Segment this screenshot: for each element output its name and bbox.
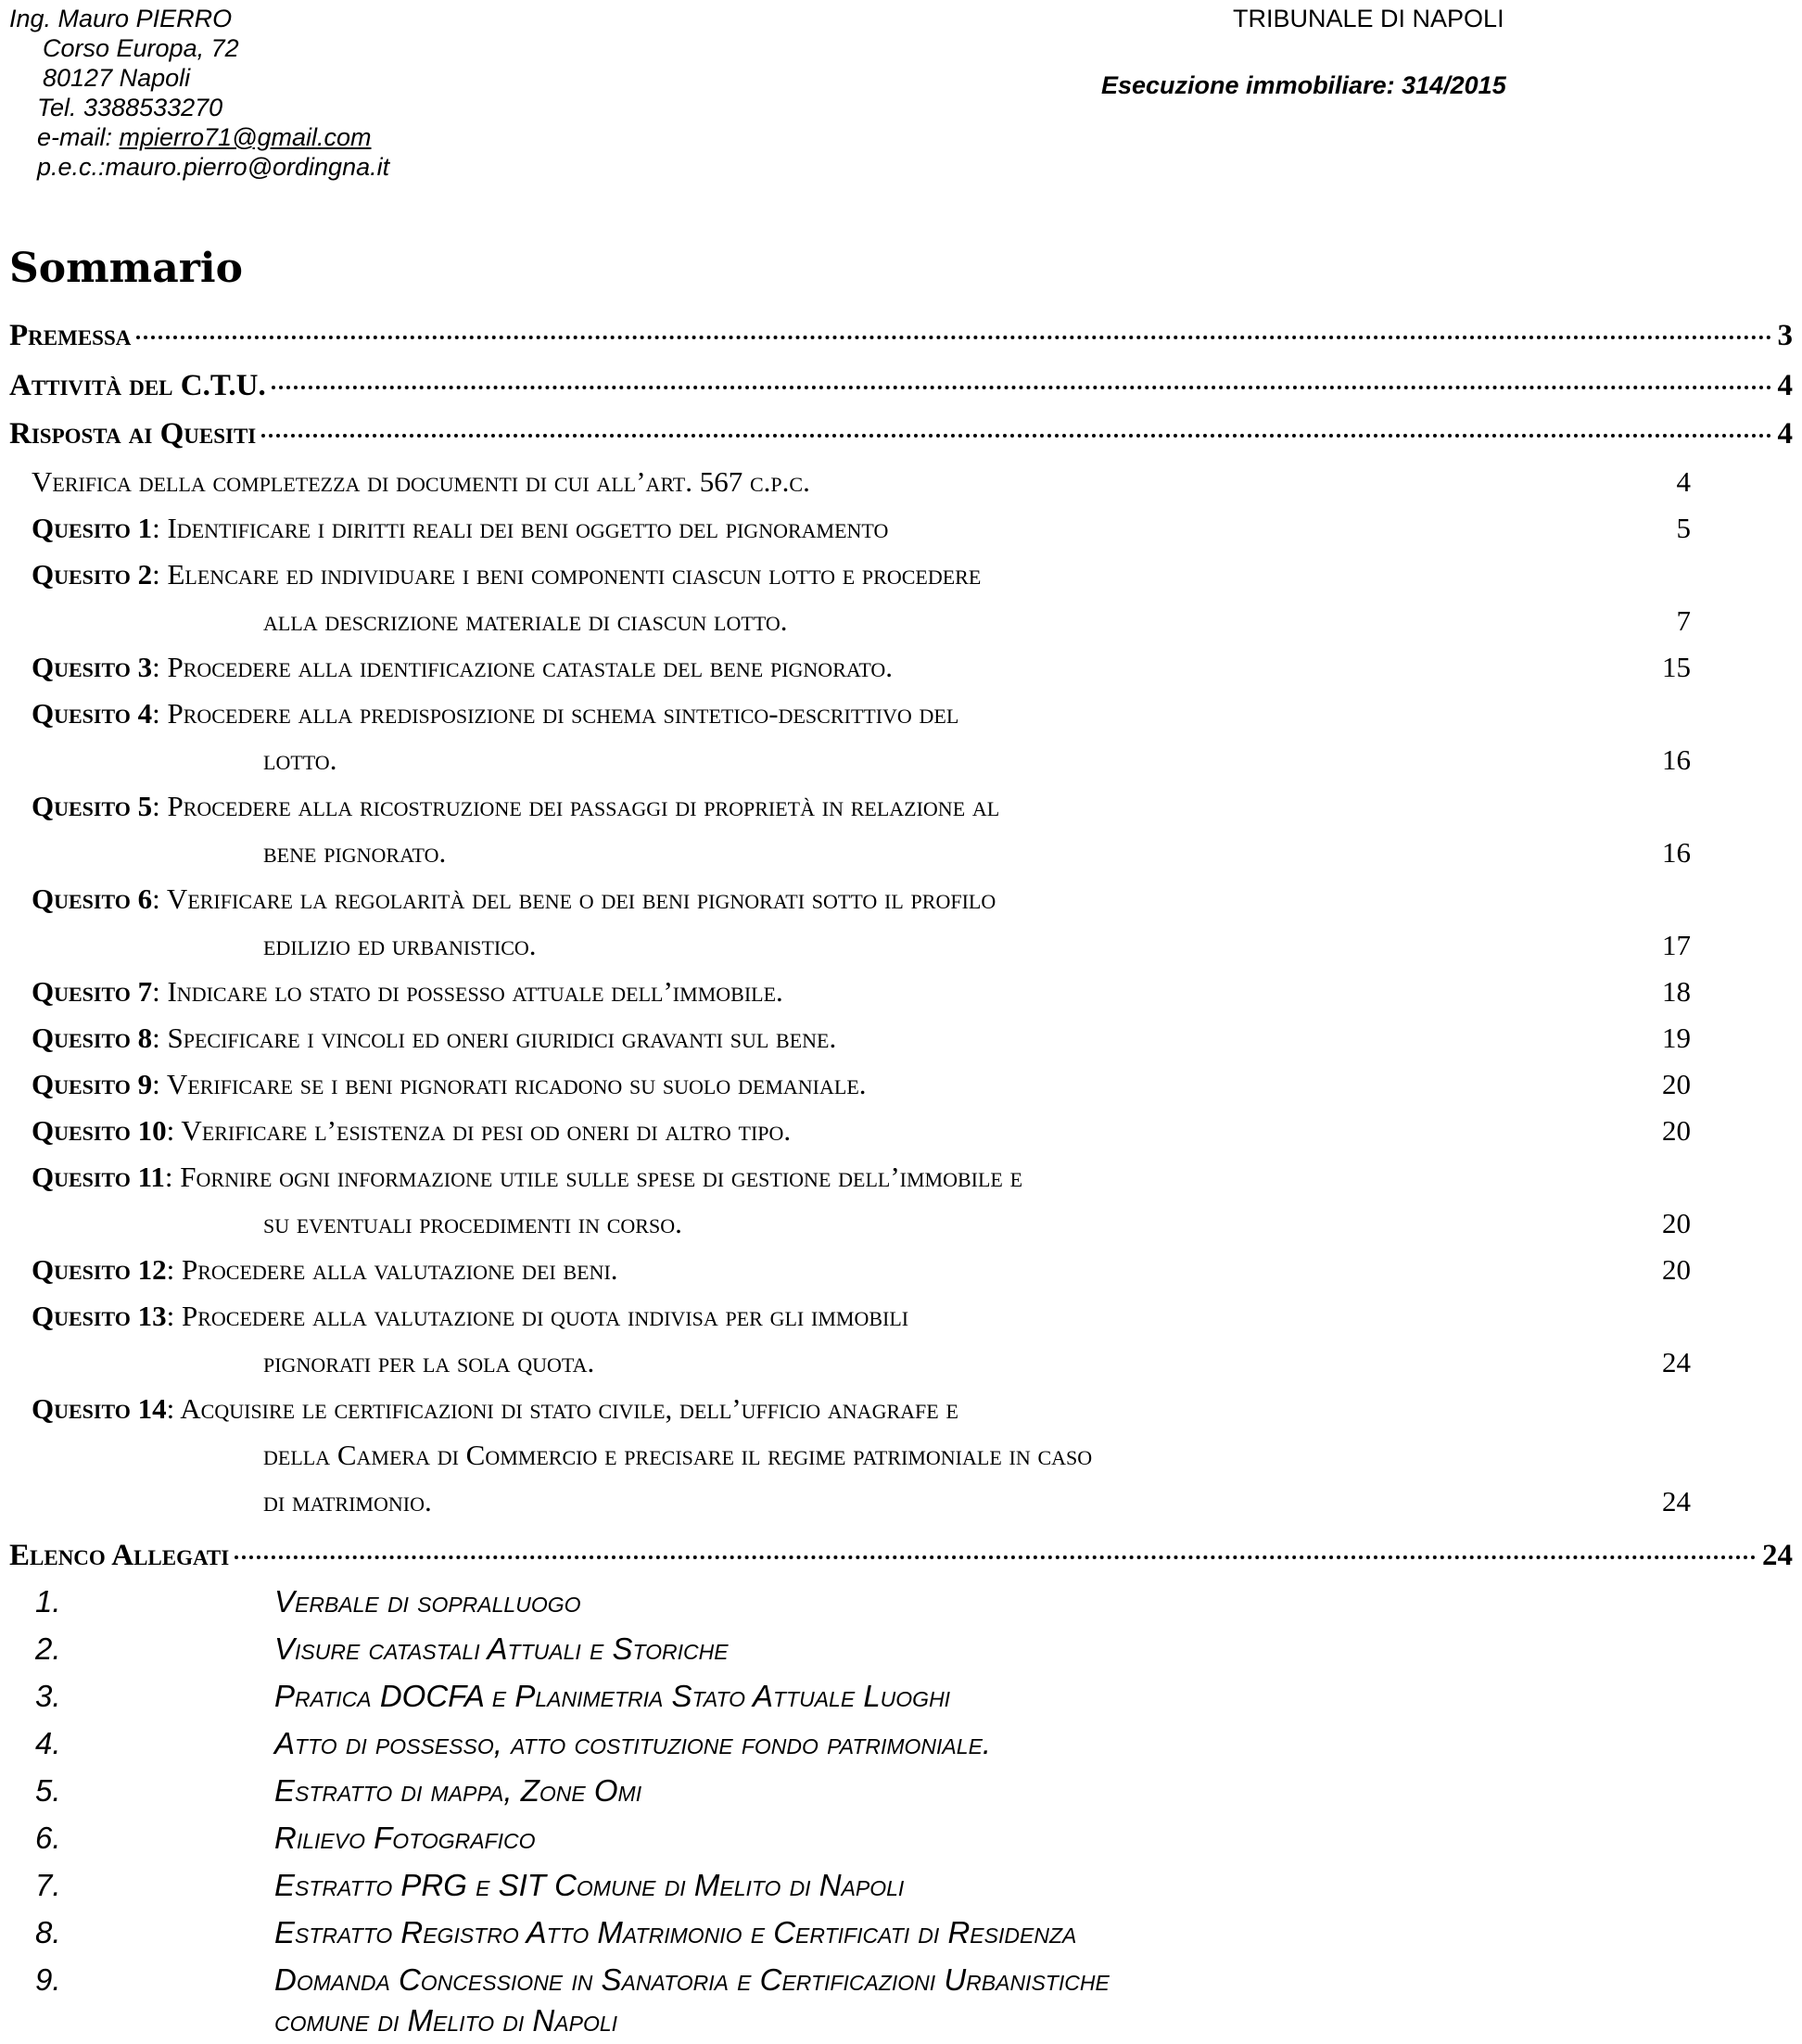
quesito-prefix: Quesito 12: [32, 1253, 167, 1286]
toc-page: 20: [1662, 1114, 1691, 1147]
toc-page: 4: [1777, 369, 1793, 402]
toc-subentries: [32, 459, 1691, 1525]
toc-entry-allegati[interactable]: [9, 1537, 1793, 1574]
attachment-number: 8.: [35, 1915, 61, 1949]
toc-entry-quesito-5[interactable]: [32, 783, 1691, 830]
attachment-number: 7.: [35, 1868, 61, 1902]
quesito-text: : Elencare ed individuare i beni componenti ciascun lotto e procedere: [152, 558, 982, 590]
quesito-text: : Verificare l’esistenza di pesi od oneri di altro tipo.: [166, 1114, 792, 1147]
quesito-text: : Procedere alla valutazione di quota indivisa per gli immobili: [166, 1300, 909, 1332]
toc-entry-quesito-1[interactable]: [32, 505, 1691, 552]
attachment-number: 3.: [35, 1679, 61, 1713]
quesito-prefix: Quesito 4: [32, 697, 153, 730]
attachment-number: 4.: [35, 1726, 61, 1760]
attachment-number: 9.: [35, 1962, 61, 1997]
court-name: TRIBUNALE DI NAPOLI: [1233, 5, 1504, 32]
toc-entry-quesito-9[interactable]: [32, 1061, 1691, 1108]
toc-entry-verifica[interactable]: [32, 459, 1691, 505]
court-block: [1101, 4, 1506, 100]
toc-entry-quesito-11[interactable]: [32, 1154, 1691, 1200]
quesito-text-cont: della Camera di Commercio e precisare il regime patrimoniale in caso: [263, 1439, 1093, 1471]
toc-page: 4: [1777, 417, 1793, 451]
toc-page: 24: [1662, 1346, 1691, 1378]
attachment-title: Atto di possesso, atto costituzione fondo patrimoniale.: [274, 1726, 992, 1760]
quesito-prefix: Quesito 13: [32, 1300, 167, 1332]
toc-entry-quesito-13[interactable]: [32, 1293, 1691, 1339]
attachment-title: Domanda Concessione in Sanatoria e Certificazioni Urbanistiche: [274, 1962, 1110, 1997]
quesito-text: : Verificare se i beni pignorati ricadono su suolo demaniale.: [152, 1068, 867, 1100]
toc-entry-quesito-2[interactable]: [32, 552, 1691, 598]
quesito-prefix: Quesito 14: [32, 1392, 167, 1425]
quesito-text: : Acquisire le certificazioni di stato civile, dell’ufficio anagrafe e: [166, 1392, 958, 1425]
toc-entry-quesito-14-cont2[interactable]: [32, 1479, 1691, 1525]
quesito-text-cont: lotto.: [263, 743, 337, 776]
toc-label: Elenco Allegati: [9, 1539, 230, 1572]
toc-page: 19: [1662, 1022, 1691, 1054]
quesito-text: : Indicare lo stato di possesso attuale dell’immobile.: [152, 975, 783, 1008]
quesito-text-cont: di matrimonio.: [263, 1485, 432, 1517]
page-title: Sommario: [9, 245, 243, 292]
author-phone: Tel. 3388533270: [37, 94, 223, 121]
quesito-text-cont: alla descrizione materiale di ciascun lotto.: [263, 604, 788, 637]
toc-entry-quesito-8[interactable]: [32, 1015, 1691, 1061]
toc-entry-quesito-3[interactable]: [32, 644, 1691, 691]
toc-page: 18: [1662, 975, 1691, 1008]
execution-number: Esecuzione immobiliare: 314/2015: [1101, 71, 1506, 99]
toc-entry-quesito-11-cont[interactable]: [32, 1200, 1691, 1247]
toc-page: 17: [1662, 929, 1691, 961]
quesito-prefix: Quesito 10: [32, 1114, 167, 1147]
toc-label: Risposta ai Quesiti: [9, 417, 257, 451]
toc-entry-quesito-10[interactable]: [32, 1108, 1691, 1154]
toc-page: 3: [1777, 319, 1793, 352]
toc-label: Verifica della completezza di documenti di cui all’art. 567 c.p.c.: [32, 465, 810, 498]
toc-entry-quesito-13-cont[interactable]: [32, 1339, 1691, 1386]
author-street: Corso Europa, 72: [43, 34, 239, 62]
toc-label: Attività del C.T.U.: [9, 369, 266, 402]
toc-page: 20: [1662, 1207, 1691, 1239]
quesito-prefix: Quesito 6: [32, 882, 153, 915]
toc-page: 16: [1662, 743, 1691, 776]
toc-leader: [272, 386, 1772, 389]
attachment-number: 2.: [35, 1631, 61, 1666]
toc-entry-risposta[interactable]: [9, 415, 1793, 452]
toc-entry-quesito-4[interactable]: [32, 691, 1691, 737]
quesito-prefix: Quesito 5: [32, 790, 153, 822]
author-email-label: e-mail:: [37, 123, 120, 151]
author-city: 80127 Napoli: [43, 64, 191, 92]
quesito-text: : Specificare i vincoli ed oneri giuridici gravanti sul bene.: [152, 1022, 837, 1054]
toc-entry-quesito-6[interactable]: [32, 876, 1691, 922]
quesito-prefix: Quesito 7: [32, 975, 153, 1008]
toc-entry-attivita[interactable]: [9, 367, 1793, 404]
attachment-title: Verbale di sopralluogo: [274, 1584, 581, 1619]
quesito-text: : Procedere alla identificazione catastale del bene pignorato.: [152, 651, 893, 683]
toc-page: 16: [1662, 836, 1691, 869]
attachment-title: Estratto Registro Atto Matrimonio e Certificati di Residenza: [274, 1915, 1077, 1949]
quesito-text: : Procedere alla valutazione dei beni.: [166, 1253, 618, 1286]
author-email-line: [9, 122, 389, 152]
toc-entry-quesito-14-cont[interactable]: [32, 1432, 1691, 1479]
quesito-text: : Verificare la regolarità del bene o dei beni pignorati sotto il profilo: [152, 882, 996, 915]
toc-page: 5: [1676, 512, 1691, 544]
toc-page: 15: [1662, 651, 1691, 683]
toc-entry-quesito-5-cont[interactable]: [32, 830, 1691, 876]
quesito-text: : Procedere alla ricostruzione dei passaggi di proprietà in relazione al: [152, 790, 1000, 822]
toc-page: 20: [1662, 1253, 1691, 1286]
attachment-number: 1.: [35, 1584, 61, 1619]
attachment-title: comune di Melito di Napoli: [274, 2003, 618, 2038]
toc-leader: [235, 1555, 1757, 1559]
toc-page: 7: [1676, 604, 1691, 637]
attachment-number: 6.: [35, 1821, 61, 1855]
toc-entry-quesito-14[interactable]: [32, 1386, 1691, 1432]
toc-entry-quesito-4-cont[interactable]: [32, 737, 1691, 783]
toc-page: 20: [1662, 1068, 1691, 1100]
author-block: [9, 4, 389, 182]
toc-page: 24: [1662, 1485, 1691, 1517]
author-pec: p.e.c.:mauro.pierro@ordingna.it: [37, 153, 390, 181]
toc-entry-quesito-12[interactable]: [32, 1247, 1691, 1293]
quesito-prefix: Quesito 9: [32, 1068, 153, 1100]
quesito-text-cont: pignorati per la sola quota.: [263, 1346, 595, 1378]
quesito-text: : Procedere alla predisposizione di schema sintetico-descrittivo del: [152, 697, 959, 730]
toc-leader: [261, 434, 1771, 438]
quesito-prefix: Quesito 1: [32, 512, 153, 544]
toc-entry-quesito-6-cont[interactable]: [32, 922, 1691, 969]
author-email-link[interactable]: mpierro71@gmail.com: [119, 123, 372, 151]
toc-entry-quesito-7[interactable]: [32, 969, 1691, 1015]
quesito-prefix: Quesito 3: [32, 651, 153, 683]
quesito-text: : Identificare i diritti reali dei beni oggetto del pignoramento: [152, 512, 889, 544]
attachment-title: Rilievo Fotografico: [274, 1821, 536, 1855]
toc-entry-premessa[interactable]: [9, 317, 1793, 354]
attachment-number: 5.: [35, 1773, 61, 1808]
quesito-prefix: Quesito 2: [32, 558, 153, 590]
attachment-title: Estratto di mappa, Zone Omi: [274, 1773, 642, 1808]
quesito-text-cont: edilizio ed urbanistico.: [263, 929, 537, 961]
toc-page: 4: [1676, 465, 1691, 498]
quesito-prefix: Quesito 11: [32, 1161, 165, 1193]
attachment-title: Estratto PRG e SIT Comune di Melito di Napoli: [274, 1868, 905, 1902]
attachment-title: Pratica DOCFA e Planimetria Stato Attuale Luoghi: [274, 1679, 951, 1713]
quesito-text-cont: bene pignorato.: [263, 836, 447, 869]
toc-label: Premessa: [9, 319, 132, 352]
quesito-prefix: Quesito 8: [32, 1022, 153, 1054]
toc-entry-quesito-2-cont[interactable]: [32, 598, 1691, 644]
author-name: Ing. Mauro PIERRO: [9, 5, 233, 32]
quesito-text: : Fornire ogni informazione utile sulle spese di gestione dell’immobile e: [164, 1161, 1023, 1193]
toc-page: 24: [1762, 1539, 1793, 1572]
toc-leader: [136, 336, 1771, 339]
quesito-text-cont: su eventuali procedimenti in corso.: [263, 1207, 682, 1239]
attachment-title: Visure catastali Attuali e Storiche: [274, 1631, 729, 1666]
